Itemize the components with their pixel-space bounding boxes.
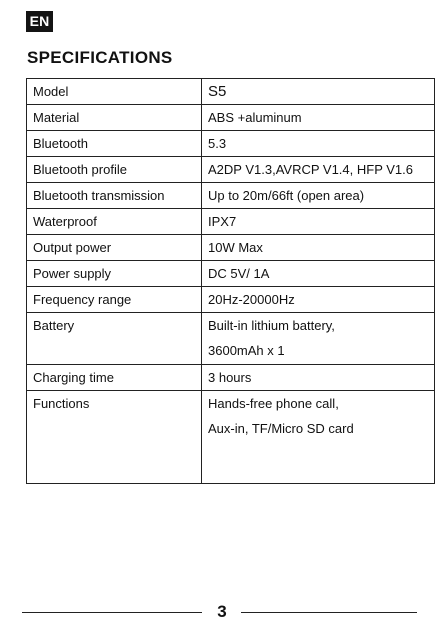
spec-label: Material	[27, 105, 202, 131]
spec-row-functions	[27, 391, 435, 484]
spec-label: Functions	[27, 391, 202, 484]
spec-row-bluetooth-transmission	[27, 183, 435, 209]
spec-value: 20Hz-20000Hz	[202, 287, 435, 313]
spec-row-waterproof	[27, 209, 435, 235]
page-number: 3	[217, 602, 227, 621]
spec-row-output-power	[27, 235, 435, 261]
spec-row-battery	[27, 313, 435, 365]
spec-value: Built-in lithium battery, 3600mAh x 1	[202, 313, 435, 365]
spec-value: DC 5V/ 1A	[202, 261, 435, 287]
spec-row-charging-time	[27, 365, 435, 391]
spec-value: A2DP V1.3,AVRCP V1.4, HFP V1.6	[202, 157, 435, 183]
spec-row-model	[27, 79, 435, 105]
spec-label: Bluetooth transmission	[27, 183, 202, 209]
spec-label: Output power	[27, 235, 202, 261]
spec-label: Battery	[27, 313, 202, 365]
spec-label: Bluetooth	[27, 131, 202, 157]
spec-value: Hands-free phone call, Aux-in, TF/Micro SD card	[202, 391, 435, 484]
spec-row-bluetooth-profile	[27, 157, 435, 183]
specifications-table	[26, 78, 435, 484]
footer-divider-left	[22, 612, 202, 613]
spec-label: Bluetooth profile	[27, 157, 202, 183]
spec-value: 3 hours	[202, 365, 435, 391]
spec-value: IPX7	[202, 209, 435, 235]
footer-divider-right	[241, 612, 417, 613]
spec-row-bluetooth	[27, 131, 435, 157]
spec-label: Model	[27, 79, 202, 105]
spec-row-power-supply	[27, 261, 435, 287]
spec-label: Waterproof	[27, 209, 202, 235]
spec-value: Up to 20m/66ft (open area)	[202, 183, 435, 209]
spec-label: Charging time	[27, 365, 202, 391]
spec-row-material	[27, 105, 435, 131]
language-badge: EN	[26, 11, 53, 32]
spec-value: 10W Max	[202, 235, 435, 261]
spec-label: Frequency range	[27, 287, 202, 313]
spec-value: ABS +aluminum	[202, 105, 435, 131]
spec-value: S5	[202, 79, 435, 105]
section-title: SPECIFICATIONS	[27, 48, 173, 67]
spec-label: Power supply	[27, 261, 202, 287]
spec-value: 5.3	[202, 131, 435, 157]
spec-row-frequency-range	[27, 287, 435, 313]
